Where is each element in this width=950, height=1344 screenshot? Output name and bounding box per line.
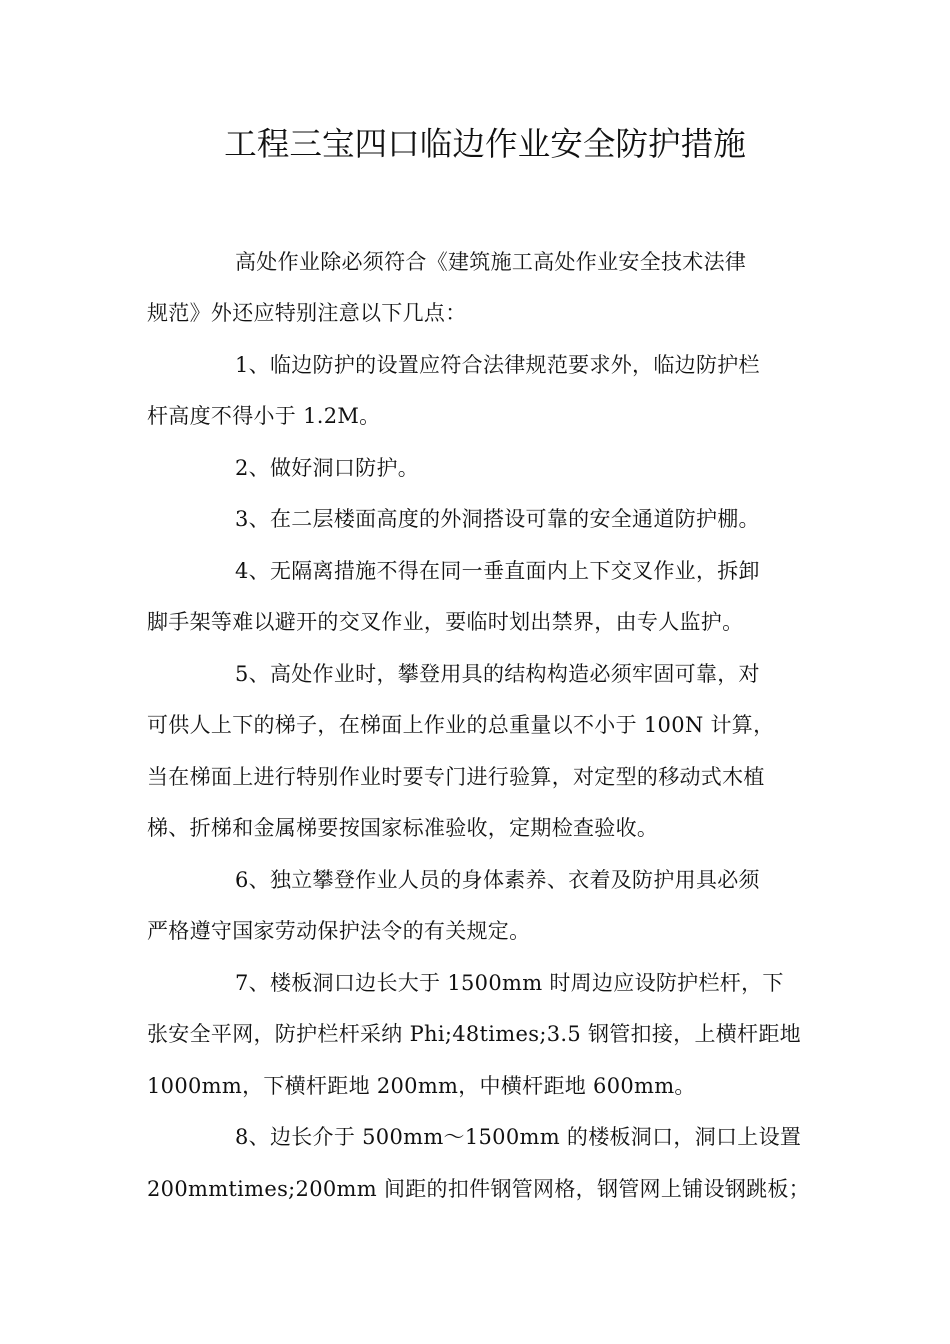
paragraph-line: 当在梯面上进行特别作业时要专门进行验算，对定型的移动式木植: [147, 765, 765, 789]
paragraph-line: 1000mm，下横杆距地 200mm，中横杆距地 600mm。: [147, 1074, 696, 1098]
page-title: 工程三宝四口临边作业安全防护措施: [224, 125, 746, 163]
paragraph-line: 脚手架等难以避开的交叉作业，要临时划出禁界，由专人监护。: [147, 610, 744, 634]
paragraph-line: 3、在二层楼面高度的外洞搭设可靠的安全通道防护棚。: [235, 507, 760, 531]
paragraph-line: 2、做好洞口防护。: [235, 456, 420, 480]
paragraph-line: 杆高度不得小于 1.2M。: [147, 404, 381, 428]
paragraph-line: 张安全平网，防护栏杆采纳 Phi;48times;3.5 钢管扣接，上横杆距地: [147, 1022, 801, 1046]
paragraph-line: 高处作业除必须符合《建筑施工高处作业安全技术法律: [235, 250, 747, 274]
paragraph-line: 1、临边防护的设置应符合法律规范要求外，临边防护栏: [235, 353, 760, 377]
paragraph-line: 8、边长介于 500mm～1500mm 的楼板洞口，洞口上设置: [235, 1125, 802, 1149]
paragraph-line: 6、独立攀登作业人员的身体素养、衣着及防护用具必须: [235, 868, 760, 892]
paragraph-line: 严格遵守国家劳动保护法令的有关规定。: [147, 919, 531, 943]
paragraph-line: 200mmtimes;200mm 间距的扣件钢管网格，钢管网上铺设钢跳板；: [147, 1177, 810, 1201]
paragraph-line: 梯、折梯和金属梯要按国家标准验收，定期检查验收。: [147, 816, 659, 840]
paragraph-line: 规范》外还应特别注意以下几点：: [147, 301, 467, 325]
paragraph-line: 5、高处作业时，攀登用具的结构构造必须牢固可靠，对: [235, 662, 760, 686]
paragraph-line: 可供人上下的梯子，在梯面上作业的总重量以不小于 100N 计算，: [147, 713, 775, 737]
paragraph-line: 7、楼板洞口边长大于 1500mm 时周边应设防护栏杆，下: [235, 971, 784, 995]
paragraph-line: 4、无隔离措施不得在同一垂直面内上下交叉作业，拆卸: [235, 559, 760, 583]
